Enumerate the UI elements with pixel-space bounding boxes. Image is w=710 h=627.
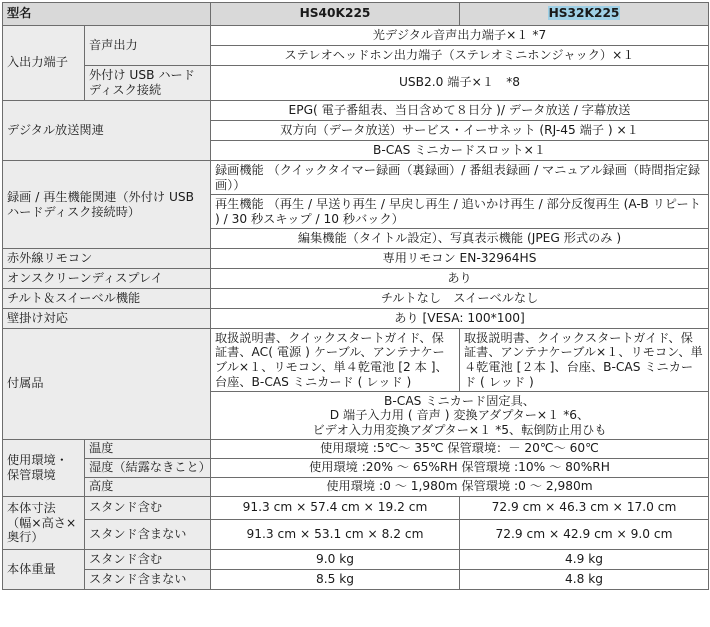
remote-value: 専用リモコン EN-32964HS [211,249,709,269]
audio-out-label: 音声出力 [85,26,211,66]
weight-category: 本体重量 [3,550,85,590]
humidity-label: 湿度（結露なきこと） [85,459,211,478]
usb-value: USB2.0 端子×１ *8 [211,66,709,101]
environment-category: 使用環境・保管環境 [3,440,85,497]
tilt-category: チルト＆スイーベル機能 [3,289,211,309]
osd-category: オンスクリーンディスプレイ [3,269,211,289]
humidity-value: 使用環境 :20% ～ 65%RH 保管環境 :10% ～ 80%RH [211,459,709,478]
spec-table [2,2,709,590]
usb-hdd-label: 外付け USB ハードディスク接続 [85,66,211,101]
dimensions-without-stand-label: スタンド含まない [85,520,211,550]
edit-function-value: 編集機能（タイトル設定）、写真表示機能 (JPEG 形式のみ ) [211,229,709,249]
header-row [3,3,709,26]
weight-without-stand-b: 4.8 kg [460,570,709,590]
accessories-shared-value [211,392,709,440]
headphone-out-value: ステレオヘッドホン出力端子（ステレオミニホンジャック）×１ [211,46,709,66]
altitude-label: 高度 [85,478,211,497]
model-b-highlight: HS32K225 [548,6,620,21]
dimensions-with-stand-label: スタンド含む [85,497,211,520]
bcas-slot-value: B-CAS ミニカードスロット×１ [211,141,709,161]
accessories-shared-line-1: B-CAS ミニカード固定具、 [384,393,535,408]
accessories-category: 付属品 [3,329,211,440]
weight-with-stand-label: スタンド含む [85,550,211,570]
weight-without-stand-label: スタンド含まない [85,570,211,590]
wall-mount-category: 壁掛け対応 [3,309,211,329]
dimensions-category: 本体寸法（幅×高さ×奥行） [3,497,85,550]
dimensions-with-stand-b: 72.9 cm × 46.3 cm × 17.0 cm [460,497,709,520]
io-category: 入出力端子 [3,26,85,101]
remote-category: 赤外線リモコン [3,249,211,269]
dimensions-without-stand-a: 91.3 cm × 53.1 cm × 8.2 cm [211,520,460,550]
temperature-label: 温度 [85,440,211,459]
dimensions-with-stand-a: 91.3 cm × 57.4 cm × 19.2 cm [211,497,460,520]
epg-value: EPG( 電子番組表、当日含めて８日分 )/ データ放送 / 字幕放送 [211,101,709,121]
altitude-value: 使用環境 :0 ～ 1,980m 保管環境 :0 ～ 2,980m [211,478,709,497]
temperature-value: 使用環境 :5℃～ 35℃ 保管環境：－ 20℃～ 60℃ [211,440,709,459]
recording-category: 録画 / 再生機能関連（外付け USB ハードディスク接続時） [3,161,211,249]
model-label-header: 型名 [3,3,211,26]
record-function-value: 録画機能 （クイックタイマー録画（裏録画）/ 番組表録画 / マニュアル録画（時間指定録画）） [211,161,709,195]
interactive-value: 双方向（データ放送）サービス・イーサネット (RJ-45 端子 ) ×１ [211,121,709,141]
model-b-header [460,3,709,26]
osd-value: あり [211,269,709,289]
weight-with-stand-b: 4.9 kg [460,550,709,570]
accessories-shared-line-2: D 端子入力用 ( 音声 ) 変換アダプター×１ *6、 [329,408,590,423]
model-a-header: HS40K225 [211,3,460,26]
accessories-a-value: 取扱説明書、クイックスタートガイド、保証書、AC( 電源 ) ケーブル、アンテナケーブル×１、リモコン、単４乾電池 [2 本 ]、台座、B-CAS ミニカード ( レッド ) [211,329,460,392]
accessories-shared-line-3: ビデオ入力用変換アダプター×１ *5、転倒防止用ひも [312,422,607,437]
weight-with-stand-a: 9.0 kg [211,550,460,570]
dimensions-without-stand-b: 72.9 cm × 42.9 cm × 9.0 cm [460,520,709,550]
optical-out-value: 光デジタル音声出力端子×１ *7 [211,26,709,46]
playback-function-value: 再生機能 （再生 / 早送り再生 / 早戻し再生 / 追いかけ再生 / 部分反復再生 (A-B リピート ) / 30 秒スキップ / 10 秒バック） [211,195,709,229]
wall-mount-value: あり [VESA: 100*100] [211,309,709,329]
weight-without-stand-a: 8.5 kg [211,570,460,590]
tilt-value: チルトなし スイーベルなし [211,289,709,309]
accessories-b-value: 取扱説明書、クイックスタートガイド、保証書、アンテナケーブル×１、リモコン、単４乾電池 [２本 ]、台座、B-CAS ミニカード ( レッド ) [460,329,709,392]
digital-category: デジタル放送関連 [3,101,211,161]
